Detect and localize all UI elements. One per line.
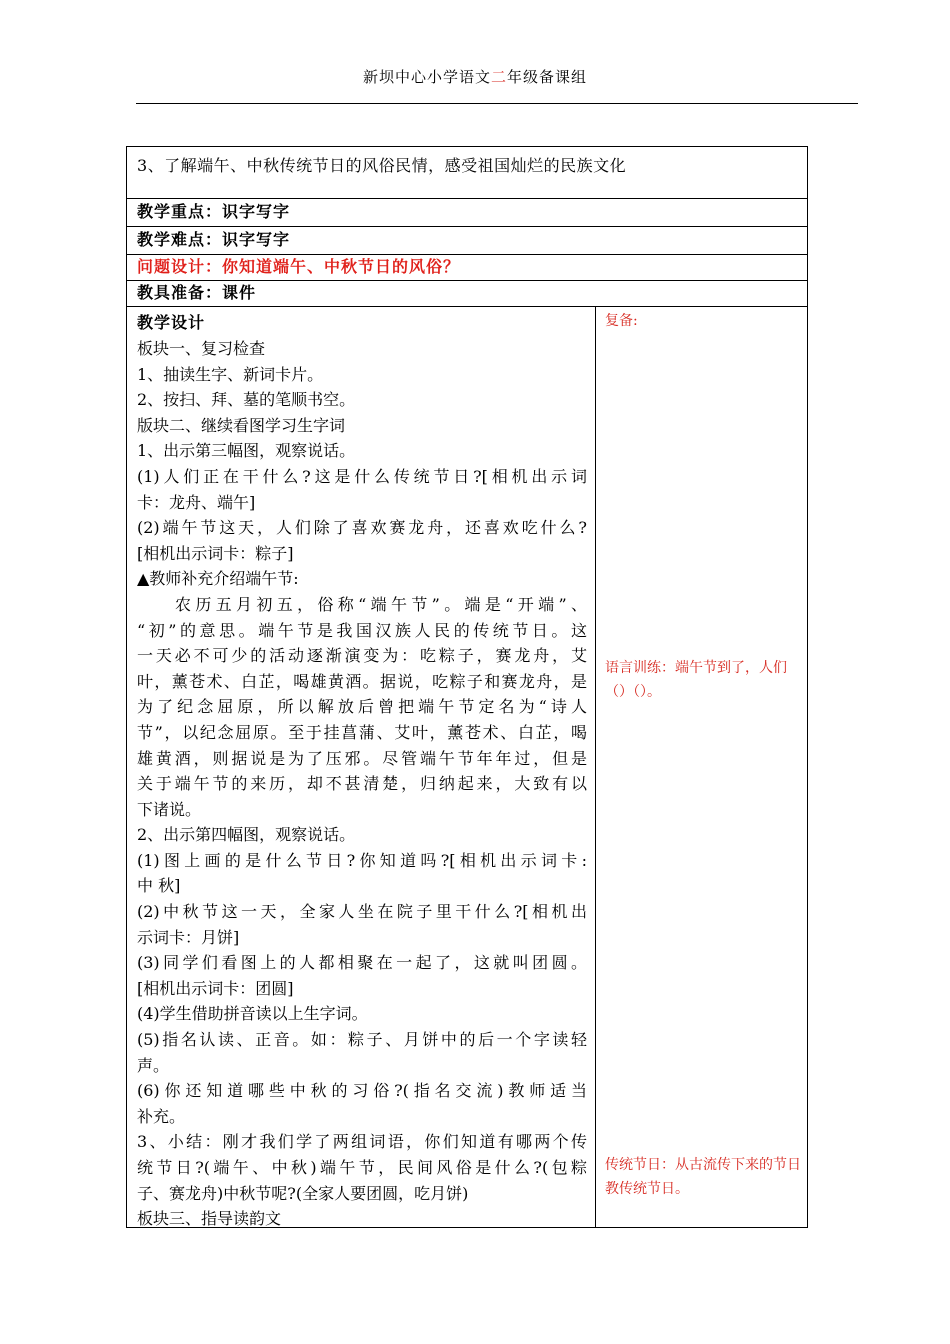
design-line: 叶，薰苍术、白芷，喝雄黄酒。据说，吃粽子和赛龙舟，是 xyxy=(137,671,587,691)
design-line: 下诸说。 xyxy=(137,799,202,819)
header-title-accent: 二 xyxy=(490,68,507,86)
question-design-row: 问题设计：你知道端午、中秋节日的风俗？ xyxy=(127,255,807,281)
prep-label: 复备: xyxy=(605,313,638,329)
design-line: 补充。 xyxy=(137,1106,186,1126)
design-line: 2、出示第四幅图，观察说话。 xyxy=(137,825,356,845)
key-point-row: 教学重点：识字写字 xyxy=(127,199,807,227)
design-line: 一天必不可少的活动逐渐演变为：吃粽子，赛龙舟，艾 xyxy=(137,646,587,666)
side-notes-cell xyxy=(596,307,807,1227)
design-line: “初”的意思。端午节是我国汉族人民的传统节日。这 xyxy=(137,620,587,640)
tools-row: 教具准备：课件 xyxy=(127,281,807,307)
design-line: [相机出示词卡：粽子] xyxy=(137,543,294,563)
page-header xyxy=(0,66,950,87)
design-line: 1、出示第三幅图，观察说话。 xyxy=(137,441,356,461)
header-rule xyxy=(136,103,858,104)
design-line: 示词卡：月饼] xyxy=(137,927,240,947)
design-line: 版块二、继续看图学习生字词 xyxy=(137,415,346,435)
design-line: 板块三、指导读韵文 xyxy=(137,1209,282,1229)
header-title-suffix: 年级备课组 xyxy=(507,68,588,86)
design-line: ▲教师补充介绍端午节: xyxy=(137,569,299,589)
design-line: (2)中秋节这一天，全家人坐在院子里干什么?[相机出 xyxy=(137,902,587,922)
design-line: 3、小结：刚才我们学了两组词语，你们知道有哪两个传 xyxy=(137,1132,587,1152)
design-line: (3)同学们看图上的人都相聚在一起了，这就叫团圆。 xyxy=(137,953,587,973)
difficulty-row: 教学难点：识字写字 xyxy=(127,227,807,255)
design-line: 节”，以纪念屈原。至于挂菖蒲、艾叶，薰苍术、白芷，喝 xyxy=(137,722,587,742)
design-line: 统节日?(端午、中秋)端午节，民间风俗是什么?(包粽 xyxy=(137,1158,587,1177)
design-line: 农历五月初五，俗称“端午节”。端是“开端”、 xyxy=(175,594,587,614)
traditional-festival-note: 传统节日：从古流传下来的节日教传统节日。 xyxy=(605,1157,801,1197)
design-line: 子、赛龙舟)中秋节呢?(全家人要团圆，吃月饼) xyxy=(137,1183,469,1203)
design-line: 关于端午节的来历，却不甚清楚，归纳起来，大致有以 xyxy=(137,774,587,794)
design-line: (2)端午节这天，人们除了喜欢赛龙舟，还喜欢吃什么? xyxy=(137,518,587,538)
design-line: 雄黄酒，则据说是为了压邪。尽管端午节年年过，但是 xyxy=(137,748,587,768)
lesson-plan-table xyxy=(126,146,808,1228)
goal-row: 3、了解端午、中秋传统节日的风俗民情，感受祖国灿烂的民族文化 xyxy=(127,147,807,199)
design-line: 2、按扫、拜、墓的笔顺书空。 xyxy=(137,390,356,410)
design-title: 教学设计 xyxy=(137,313,206,332)
design-line: (1)图上画的是什么节日?你知道吗?[相机出示词卡: xyxy=(137,850,587,870)
language-training-note: 语言训练：端午节到了，人们（）（）。 xyxy=(605,660,787,700)
design-line: 板块一、复习检查 xyxy=(137,339,266,358)
header-title-prefix: 新坝中心小学语文 xyxy=(362,68,491,86)
design-line: 1、抽读生字、新词卡片。 xyxy=(137,364,324,384)
design-line: 为了纪念屈原，所以解放后曾把端午节定名为“诗人 xyxy=(137,697,587,717)
design-line: 声。 xyxy=(137,1055,170,1075)
design-line: (5)指名认读、正音。如：粽子、月饼中的后一个字读轻 xyxy=(137,1030,587,1050)
design-line: 卡：龙舟、端午] xyxy=(137,492,256,512)
design-line: [相机出示词卡：团圆] xyxy=(137,978,294,998)
design-line: (1)人们正在干什么?这是什么传统节日?[相机出示词 xyxy=(137,466,587,486)
teaching-design-cell xyxy=(127,307,596,1227)
design-line: (6)你还知道哪些中秋的习俗?(指名交流)教师适当 xyxy=(137,1081,587,1101)
design-line: 中 秋] xyxy=(137,876,181,896)
design-line: (4)学生借助拼音读以上生字词。 xyxy=(137,1004,368,1024)
